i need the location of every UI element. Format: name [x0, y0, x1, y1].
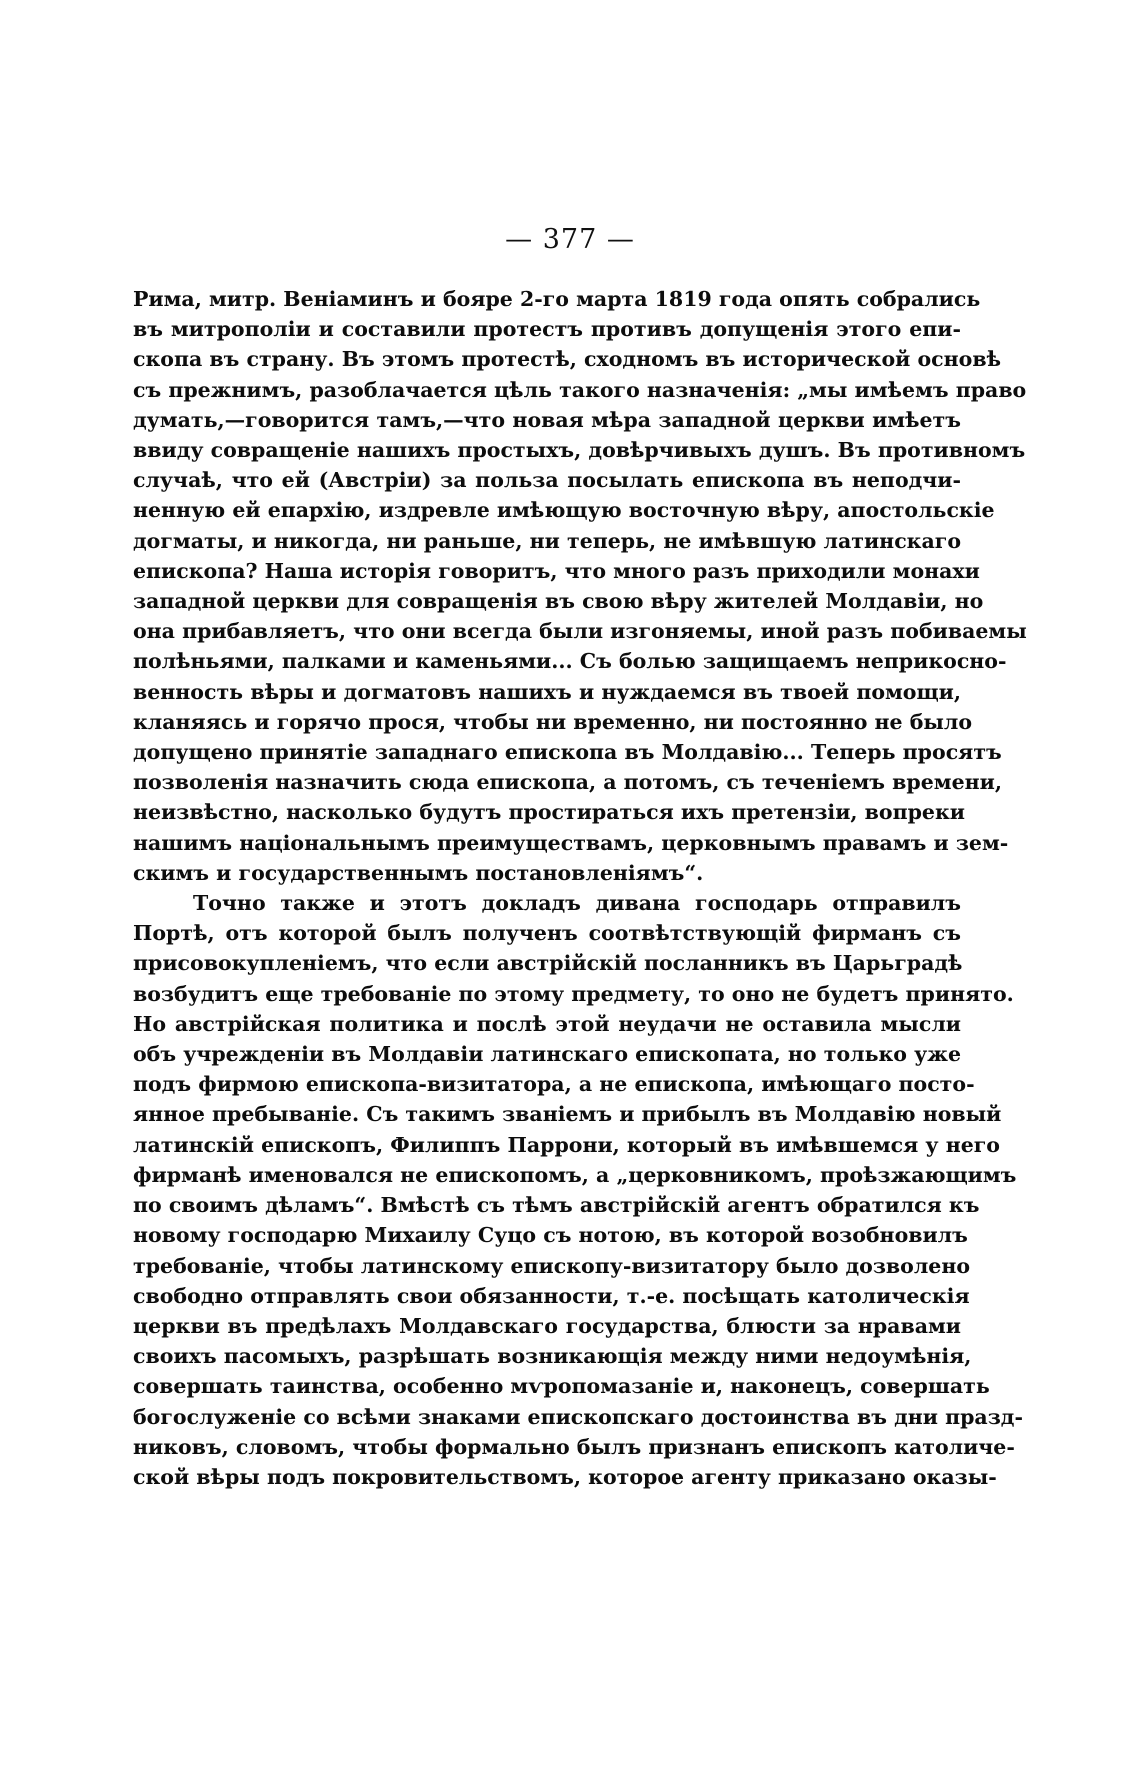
text-line: кланяясь и горячо прося, чтобы ни временно, ни постоянно не было: [133, 709, 973, 734]
text-line: въ митрополіи и составили протестъ противъ допущенія этого епи-: [133, 317, 961, 342]
text-line: допущено принятіе западнаго епископа въ Молдавію... Теперь просятъ: [133, 740, 1002, 765]
text-line: епископа? Наша исторія говоритъ, что много разъ приходили монахи: [133, 558, 980, 583]
text-line: присовокупленіемъ, что если австрійскій посланникъ въ Царьградѣ: [133, 951, 963, 976]
text-line: Рима, митр. Веніаминъ и бояре 2-го марта 1819 года опять собрались: [133, 287, 981, 311]
text-line: богослуженіе со всѣми знаками епископскаго достоинства въ дни празд-: [133, 1404, 1023, 1429]
text-line: никовъ, словомъ, чтобы формально былъ признанъ епископъ католиче-: [133, 1434, 1015, 1459]
body-text: [133, 284, 1027, 1492]
text-line: полѣньями, палками и каменьями... Съ болью защищаемъ неприкосно-: [133, 649, 1007, 674]
text-line: съ прежнимъ, разоблачается цѣль такого назначенія: „мы имѣемъ право: [133, 377, 1027, 402]
text-line: Но австрійская политика и послѣ этой неудачи не оставила мысли: [133, 1011, 961, 1036]
text-line: фирманѣ именовался не епископомъ, а „церковникомъ, проѣзжающимъ: [133, 1162, 1017, 1187]
text-line: возбудитъ еще требованіе по этому предмету, то оно не будетъ принято.: [133, 981, 1014, 1006]
text-line: она прибавляетъ, что они всегда были изгоняемы, иной разъ побиваемы: [133, 619, 1027, 644]
text-line: случаѣ, что ей (Австріи) за польза посылать епископа въ неподчи-: [133, 468, 961, 493]
text-line: свободно отправлять свои обязанности, т.-е. посѣщать католическія: [133, 1283, 970, 1308]
text-line: своихъ пасомыхъ, разрѣшать возникающія между ними недоумѣнія,: [133, 1344, 972, 1369]
text-line: позволенія назначить сюда епископа, а потомъ, съ теченіемъ времени,: [133, 770, 1002, 795]
text-line: венность вѣры и догматовъ нашихъ и нуждаемся въ твоей помощи,: [133, 679, 961, 704]
text-line: янное пребываніе. Съ такимъ званіемъ и прибылъ въ Молдавію новый: [133, 1102, 1002, 1127]
text-line: неизвѣстно, насколько будутъ простираться ихъ претензіи, вопреки: [133, 800, 965, 825]
text-line: западной церкви для совращенія въ свою вѣру жителей Молдавіи, но: [133, 589, 984, 614]
text-line: скопа въ страну. Въ этомъ протестѣ, сходномъ въ исторической основѣ: [133, 347, 1001, 372]
text-line: нашимъ національнымъ преимуществамъ, церковнымъ правамъ и зем-: [133, 830, 1009, 855]
text-line: новому господарю Михаилу Суцо съ нотою, въ которой возобновилъ: [133, 1223, 968, 1248]
page-number: — 377 —: [505, 224, 635, 255]
text-line: по своимъ дѣламъ“. Вмѣстѣ съ тѣмъ австрійскій агентъ обратился къ: [133, 1193, 980, 1218]
paragraph-1: [133, 284, 1027, 888]
text-line: Точно также и этотъ докладъ дивана господарь отправилъ: [193, 891, 961, 916]
text-line: церкви въ предѣлахъ Молдавскаго государства, блюсти за нравами: [133, 1313, 961, 1338]
text-line: подъ фирмою епископа-визитатора, а не епископа, имѣющаго посто-: [133, 1072, 975, 1097]
text-line: совершать таинства, особенно мѵропомазаніе и, наконецъ, совершать: [133, 1374, 990, 1399]
text-line: латинскій епископъ, Филиппъ Паррони, который въ имѣвшемся у него: [133, 1132, 1000, 1157]
text-line: догматы, и никогда, ни раньше, ни теперь, не имѣвшую латинскаго: [133, 528, 961, 553]
text-line: Портѣ, отъ которой былъ полученъ соотвѣтствующій фирманъ съ: [133, 921, 961, 946]
text-line: требованіе, чтобы латинскому епископу-визитатору было дозволено: [133, 1253, 971, 1278]
paragraph-2: [133, 888, 1023, 1492]
text-line: объ учрежденіи въ Молдавіи латинскаго епископата, но только уже: [133, 1042, 961, 1067]
text-line: скимъ и государственнымъ постановленіямъ“.: [133, 860, 704, 885]
text-line: думать,—говорится тамъ,—что новая мѣра западной церкви имѣетъ: [133, 407, 961, 432]
text-line: ской вѣры подъ покровительствомъ, которое агенту приказано оказы-: [133, 1464, 997, 1489]
text-line: ненную ей епархію, издревле имѣющую восточную вѣру, апостольскіе: [133, 498, 995, 523]
text-line: ввиду совращеніе нашихъ простыхъ, довѣрчивыхъ душъ. Въ противномъ: [133, 438, 1026, 463]
